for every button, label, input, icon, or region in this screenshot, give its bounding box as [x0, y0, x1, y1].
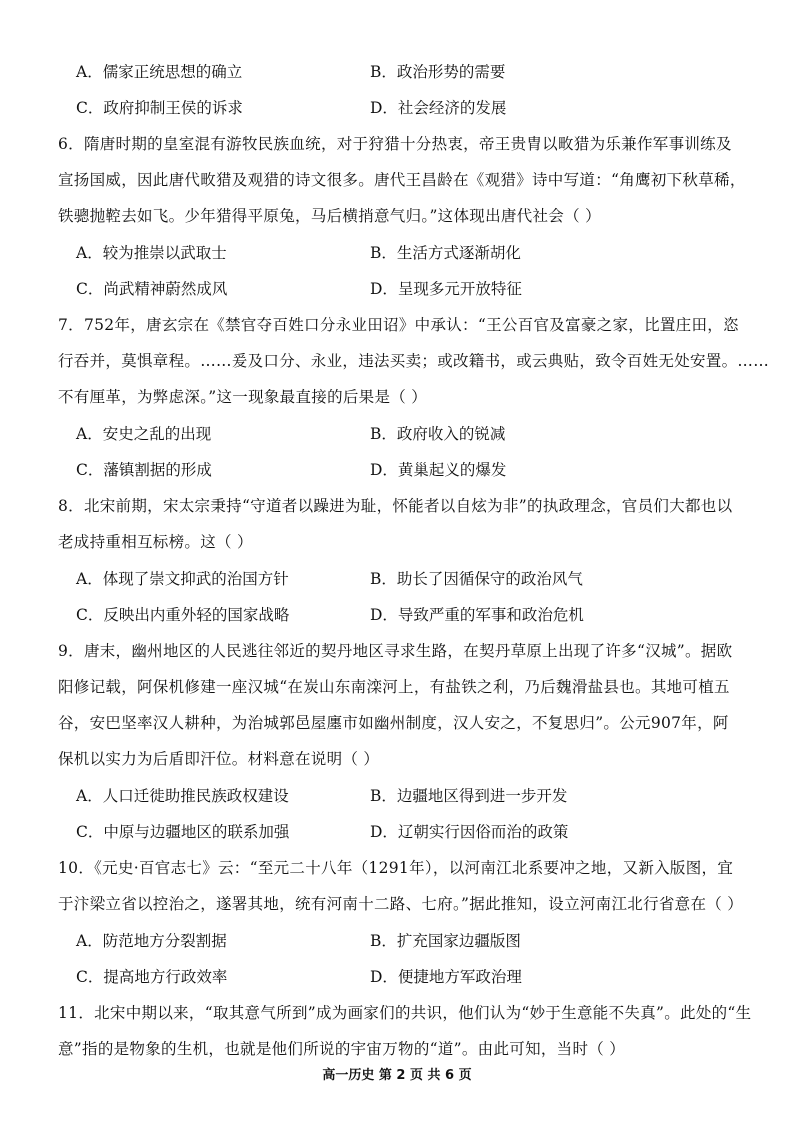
- q9-option-d[interactable]: D．辽朝实行因俗而治的政策: [370, 823, 569, 841]
- q9-stem-line-2: 阳修记载，阿保机修建一座汉城“在炭山东南滦河上，有盐铁之利，乃后魏滑盐县也。其地可植五: [58, 678, 730, 696]
- q9-stem-line-4: 保机以实力为后盾即汗位。材料意在说明（ ）: [58, 750, 380, 768]
- q9-option-a[interactable]: A．人口迁徙助推民族政权建设: [76, 787, 289, 805]
- q7-option-d[interactable]: D．黄巢起义的爆发: [370, 461, 507, 479]
- q7-stem-line-1: 7．752年，唐玄宗在《禁官夺百姓口分永业田诏》中承认：“王公百官及富豪之家，比置庄田，恣: [58, 316, 739, 334]
- q6-stem-line-3: 铁骢抛鞚去如飞。少年猎得平原兔，马后横捎意气归。”这体现出唐代社会（ ）: [58, 207, 601, 225]
- q8-option-c[interactable]: C．反映出内重外轻的国家战略: [76, 606, 290, 624]
- q10-stem-line-1: 10．《元史·百官志七》云：“至元二十八年（1291年），以河南江北系要冲之地，又新入版图，宜: [58, 859, 734, 877]
- q6-stem-line-1: 6．隋唐时期的皇室混有游牧民族血统，对于狩猎十分热衷，帝王贵胄以畋猎为乐兼作军事训练及: [58, 135, 732, 153]
- q7-stem-line-3: 不有厘革，为弊虑深。”这一现象最直接的后果是（ ）: [58, 388, 428, 406]
- q6-stem-line-2: 宣扬国威，因此唐代畋猎及观猎的诗文很多。唐代王昌龄在《观猎》诗中写道：“角鹰初下秋草稀，: [58, 171, 746, 189]
- q6-option-a[interactable]: A．较为推崇以武取士: [76, 244, 227, 262]
- q6-option-d[interactable]: D．呈现多元开放特征: [370, 280, 522, 298]
- q8-stem-line-2: 老成持重相互标榜。这（ ）: [58, 533, 253, 551]
- q7-option-c[interactable]: C．藩镇割据的形成: [76, 461, 212, 479]
- page-footer: 高一历史 第 2 页 共 6 页: [322, 1068, 472, 1083]
- q5-option-d[interactable]: D．社会经济的发展: [370, 99, 507, 117]
- q5-option-c[interactable]: C．政府抑制王侯的诉求: [76, 99, 243, 117]
- q9-stem-line-3: 谷，安巴坚率汉人耕种，为治城郭邑屋廛市如幽州制度，汉人安之，不复思归”。公元907年，阿: [58, 714, 729, 732]
- q9-stem-line-1: 9．唐末，幽州地区的人民逃往邻近的契丹地区寻求生路，在契丹草原上出现了许多“汉城”。据欧: [58, 642, 733, 660]
- q8-option-a[interactable]: A．体现了崇文抑武的治国方针: [76, 570, 289, 588]
- q5-option-b[interactable]: B．政治形势的需要: [370, 63, 506, 81]
- q5-option-a[interactable]: A．儒家正统思想的确立: [76, 63, 243, 81]
- q11-stem-line-1: 11．北宋中期以来，“取其意气所到”成为画家们的共识，他们认为“妙于生意能不失真”。此处的“生: [58, 1004, 752, 1022]
- q10-option-c[interactable]: C．提高地方行政效率: [76, 968, 228, 986]
- q9-option-c[interactable]: C．中原与边疆地区的联系加强: [76, 823, 290, 841]
- q6-option-b[interactable]: B．生活方式逐渐胡化: [370, 244, 521, 262]
- q10-option-d[interactable]: D．便捷地方军政治理: [370, 968, 522, 986]
- q8-stem-line-1: 8．北宋前期，宋太宗秉持“守道者以躁进为耻，怀能者以自炫为非”的执政理念，官员们大都也以: [58, 497, 733, 515]
- q7-option-a[interactable]: A．安史之乱的出现: [76, 425, 212, 443]
- q11-stem-line-2: 意”指的是物象的生机，也就是他们所说的宇宙万物的“道”。由此可知，当时（ ）: [58, 1040, 626, 1058]
- q10-stem-line-2: 于汴梁立省以控治之，遂署其地，统有河南十二路、七府。”据此推知，设立河南江北行省意在（ ）: [58, 895, 744, 913]
- q8-option-b[interactable]: B．助长了因循保守的政治风气: [370, 570, 583, 588]
- q9-option-b[interactable]: B．边疆地区得到进一步开发: [370, 787, 568, 805]
- q8-option-d[interactable]: D．导致严重的军事和政治危机: [370, 606, 584, 624]
- q10-option-a[interactable]: A．防范地方分裂割据: [76, 932, 227, 950]
- q6-option-c[interactable]: C．尚武精神蔚然成风: [76, 280, 228, 298]
- q10-option-b[interactable]: B．扩充国家边疆版图: [370, 932, 521, 950]
- q7-stem-line-2: 行吞并，莫惧章程。……爰及口分、永业，违法买卖；或改籍书，或云典贴，致令百姓无处安置。……: [58, 352, 770, 370]
- q7-option-b[interactable]: B．政府收入的锐减: [370, 425, 506, 443]
